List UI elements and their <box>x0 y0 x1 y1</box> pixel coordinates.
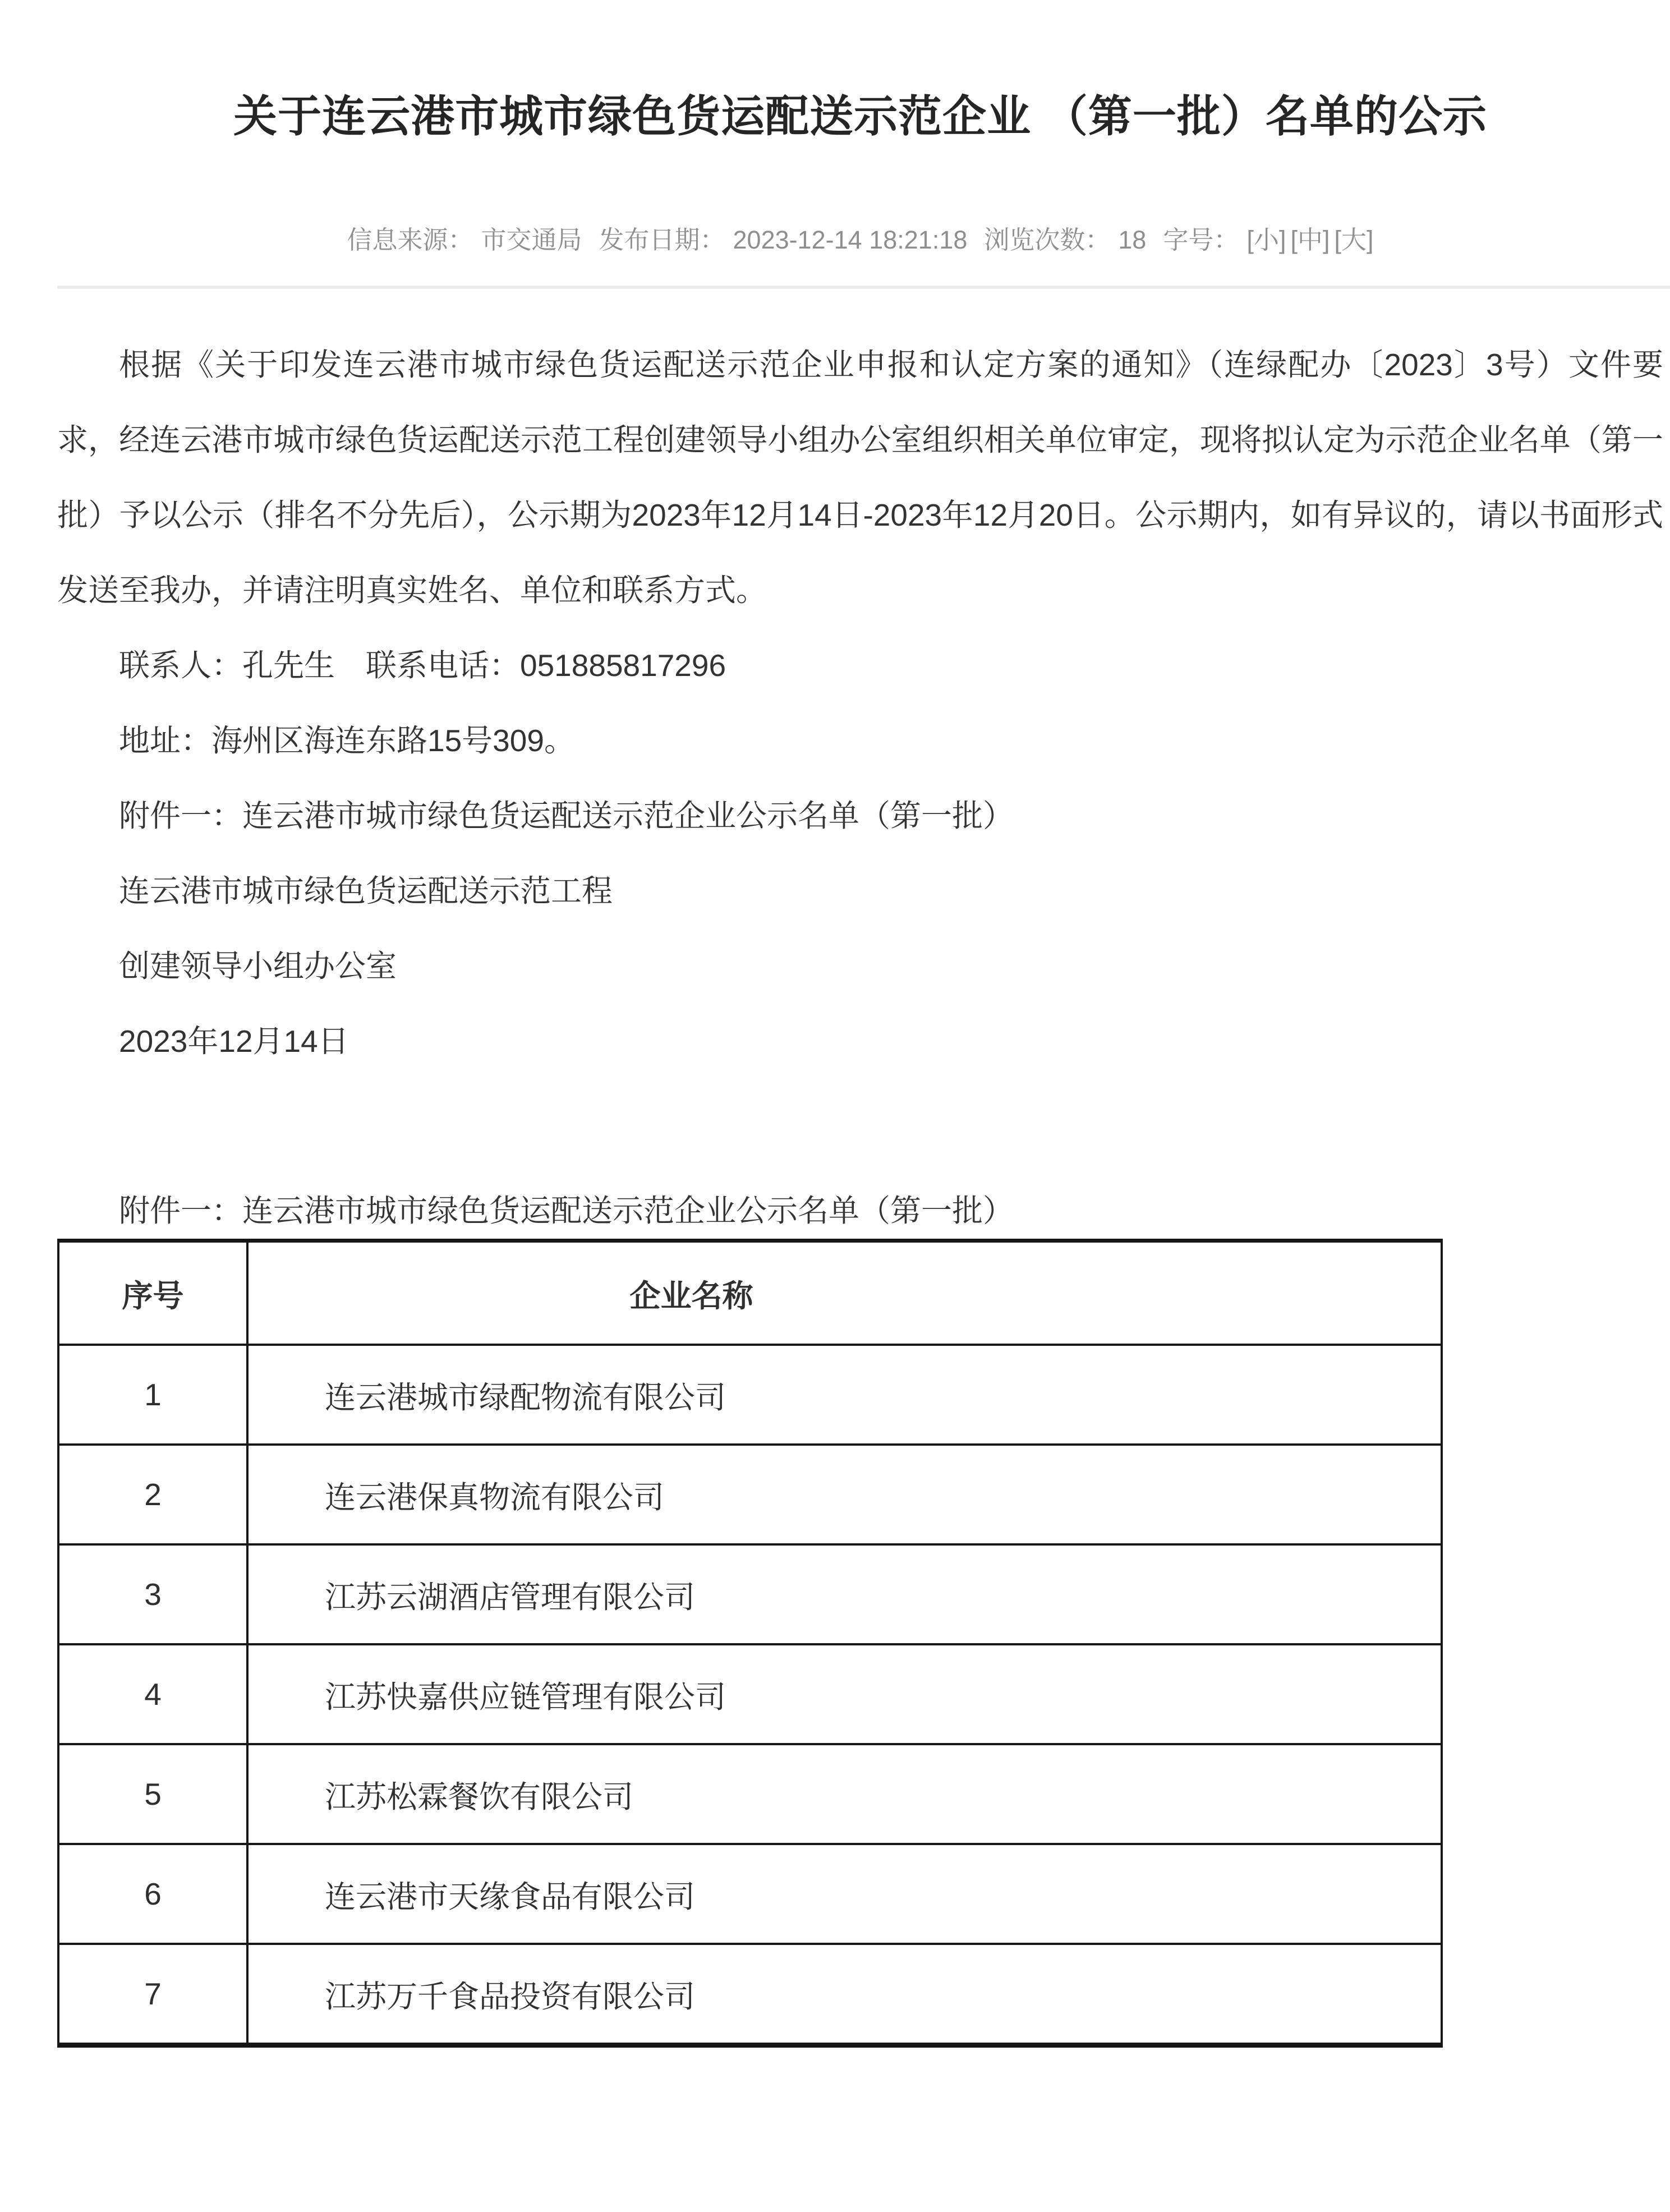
meta-views-label: 浏览次数： <box>984 226 1111 254</box>
meta-publish-date <box>599 225 968 255</box>
header-company-name: 企业名称 <box>247 1241 1442 1345</box>
row-company-name: 连云港市天缘食品有限公司 <box>247 1844 1442 1944</box>
issue-date-line: 2023年12月14日 <box>119 1024 349 1059</box>
body-paragraph: 根据《关于印发连云港市城市绿色货运配送示范企业申报和认定方案的通知》（连绿配办〔2023〕3号）文件要求，经连云港市城市绿色货运配送示范工程创建领导小组办公室组织相关单位审定，现将拟认定为示范企业名单（第一批）予以公示（排名不分先后），公示期为2023年12月14日-2023年12月20日。公示期内，如有异议的，请以书面形式发送至我办，并请注明真实姓名、单位和联系方式。 <box>57 347 1663 608</box>
font-size-large-button[interactable]: [大] <box>1334 226 1374 254</box>
company-table <box>57 1239 1443 2048</box>
meta-source <box>347 225 582 255</box>
row-company-name: 江苏云湖酒店管理有限公司 <box>247 1544 1442 1644</box>
header-serial-number: 序号 <box>58 1241 247 1345</box>
address-line: 地址：海州区海连东路15号309。 <box>119 723 575 758</box>
issuer-line-1: 连云港市城市绿色货运配送示范工程 <box>119 873 613 908</box>
row-company-name: 江苏松霖餐饮有限公司 <box>247 1744 1442 1844</box>
contact-line: 联系人：孔先生 联系电话：051885817296 <box>119 648 726 683</box>
row-serial-number: 3 <box>58 1544 247 1644</box>
table-row <box>58 1944 1442 2045</box>
issuer-line-2: 创建领导小组办公室 <box>119 949 397 983</box>
row-serial-number: 4 <box>58 1644 247 1744</box>
meta-fontsize-label: 字号： <box>1163 226 1239 254</box>
meta-source-label: 信息来源： <box>347 226 473 254</box>
page-title: 关于连云港市城市绿色货运配送示范企业 （第一批）名单的公示 <box>233 91 1487 141</box>
article-body <box>57 289 1663 2048</box>
content-column <box>0 84 1670 2048</box>
font-size-small-button[interactable]: [小] <box>1246 226 1286 254</box>
table-row <box>58 1445 1442 1544</box>
meta-bar <box>57 225 1663 255</box>
table-row <box>58 1544 1442 1644</box>
announcement-page <box>0 84 1670 2212</box>
row-serial-number: 1 <box>58 1345 247 1445</box>
table-row <box>58 1644 1442 1744</box>
row-serial-number: 5 <box>58 1744 247 1844</box>
table-row <box>58 1345 1442 1445</box>
row-serial-number: 2 <box>58 1445 247 1544</box>
row-company-name: 江苏快嘉供应链管理有限公司 <box>247 1644 1442 1744</box>
row-company-name: 江苏万千食品投资有限公司 <box>247 1944 1442 2045</box>
meta-publish-value: 2023-12-14 18:21:18 <box>733 226 968 254</box>
meta-views-value: 18 <box>1118 226 1147 254</box>
meta-source-value: 市交通局 <box>481 226 582 254</box>
font-size-controls <box>1246 225 1373 255</box>
row-serial-number: 7 <box>58 1944 247 2045</box>
table-header-row <box>58 1241 1442 1345</box>
meta-fontsize <box>1163 225 1373 255</box>
row-serial-number: 6 <box>58 1844 247 1944</box>
meta-publish-label: 发布日期： <box>599 226 725 254</box>
font-size-medium-button[interactable]: [中] <box>1290 226 1330 254</box>
row-company-name: 连云港保真物流有限公司 <box>247 1445 1442 1544</box>
row-company-name: 连云港城市绿配物流有限公司 <box>247 1345 1442 1445</box>
attachment-ref-line: 附件一：连云港市城市绿色货运配送示范企业公示名单（第一批） <box>119 798 1014 833</box>
table-row <box>58 1844 1442 1944</box>
table-row <box>58 1744 1442 1844</box>
meta-views <box>984 225 1146 255</box>
table-caption: 附件一：连云港市城市绿色货运配送示范企业公示名单（第一批） <box>119 1193 1014 1228</box>
